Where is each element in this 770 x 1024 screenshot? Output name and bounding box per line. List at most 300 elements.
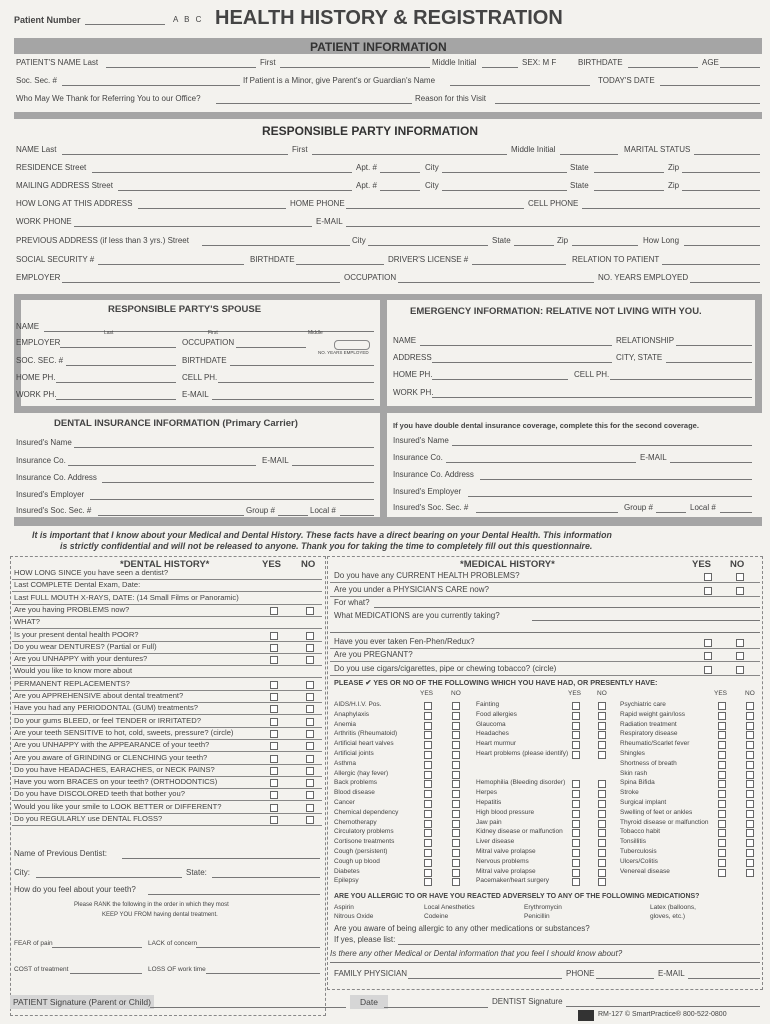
- condition-yes-checkbox[interactable]: [572, 820, 580, 828]
- resp-name-label: NAME Last: [16, 145, 57, 154]
- med-aware: Are you aware of being allergic to any other medications or substances?: [334, 924, 590, 933]
- patient-minor-field[interactable]: [450, 85, 590, 86]
- dental-feel-field[interactable]: [148, 894, 320, 895]
- condition-yes-checkbox[interactable]: [572, 839, 580, 847]
- ins-co-field[interactable]: [68, 465, 256, 466]
- spouse-cell-field[interactable]: [218, 382, 374, 383]
- dental-yes-checkbox[interactable]: [270, 779, 278, 787]
- condition-label: Spina Bifida: [620, 779, 655, 787]
- medical-yes-checkbox[interactable]: [704, 666, 712, 674]
- resp-marital-field[interactable]: [694, 154, 760, 155]
- sec-addr-field[interactable]: [480, 479, 752, 480]
- condition-yes-checkbox[interactable]: [424, 820, 432, 828]
- spouse-birth-field[interactable]: [230, 365, 374, 366]
- condition-yes-checkbox[interactable]: [718, 820, 726, 828]
- condition-yes-checkbox[interactable]: [718, 722, 726, 730]
- condition-no-checkbox[interactable]: [598, 702, 606, 710]
- dental-yes-checkbox[interactable]: [270, 607, 278, 615]
- resp-occupation-field[interactable]: [398, 282, 594, 283]
- resp-prev-field[interactable]: [202, 245, 350, 246]
- dental-yes-checkbox[interactable]: [270, 656, 278, 664]
- dental-city-field[interactable]: [36, 877, 182, 878]
- emergency-address-label: ADDRESS: [393, 353, 432, 362]
- patient-number-line[interactable]: [85, 24, 165, 25]
- ins-email-field[interactable]: [292, 465, 374, 466]
- condition-yes-checkbox[interactable]: [572, 741, 580, 749]
- sec-employer-field[interactable]: [468, 496, 752, 497]
- condition-no-checkbox[interactable]: [452, 829, 460, 837]
- dental-yes-header: YES: [262, 559, 282, 570]
- dental-yes-checkbox[interactable]: [270, 644, 278, 652]
- dental-no-checkbox[interactable]: [306, 779, 314, 787]
- resp-prev-city-field[interactable]: [368, 245, 488, 246]
- condition-yes-checkbox[interactable]: [718, 780, 726, 788]
- condition-yes-checkbox[interactable]: [424, 829, 432, 837]
- condition-no-checkbox[interactable]: [746, 771, 754, 779]
- med-family-field[interactable]: [408, 978, 562, 979]
- condition-yes-checkbox[interactable]: [424, 869, 432, 877]
- condition-no-checkbox[interactable]: [746, 869, 754, 877]
- condition-no-checkbox[interactable]: [746, 790, 754, 798]
- condition-no-checkbox[interactable]: [746, 780, 754, 788]
- dental-row-line: [12, 616, 322, 617]
- resp-city-field[interactable]: [442, 172, 567, 173]
- resp-zip2-label: Zip: [668, 181, 680, 190]
- sec-addr-label: Insurance Co. Address: [393, 470, 474, 479]
- medical-yes-header: YES: [692, 559, 712, 570]
- emergency-name-field[interactable]: [420, 345, 612, 346]
- spouse-home-field[interactable]: [56, 382, 176, 383]
- condition-yes-checkbox[interactable]: [424, 780, 432, 788]
- dental-yes-checkbox[interactable]: [270, 730, 278, 738]
- condition-no-checkbox[interactable]: [598, 712, 606, 720]
- date-field[interactable]: [384, 1007, 488, 1008]
- emergency-relationship-field[interactable]: [676, 345, 752, 346]
- ins-group-field[interactable]: [278, 515, 308, 516]
- condition-no-checkbox[interactable]: [746, 761, 754, 769]
- condition-yes-checkbox[interactable]: [424, 771, 432, 779]
- condition-yes-checkbox[interactable]: [424, 839, 432, 847]
- emergency-work-field[interactable]: [432, 397, 752, 398]
- condition-yes-checkbox[interactable]: [424, 731, 432, 739]
- dental-no-checkbox[interactable]: [306, 816, 314, 824]
- condition-yes-checkbox[interactable]: [424, 761, 432, 769]
- condition-no-checkbox[interactable]: [598, 878, 606, 886]
- condition-no-checkbox[interactable]: [746, 839, 754, 847]
- resp-drivers-field[interactable]: [472, 264, 566, 265]
- condition-yes-checkbox[interactable]: [424, 849, 432, 857]
- ins-local-field[interactable]: [340, 515, 374, 516]
- dental-no-checkbox[interactable]: [306, 730, 314, 738]
- med-q4-blank[interactable]: [330, 632, 760, 633]
- condition-yes-checkbox[interactable]: [572, 859, 580, 867]
- medical-no-checkbox[interactable]: [736, 639, 744, 647]
- condition-no-checkbox[interactable]: [598, 780, 606, 788]
- condition-no-checkbox[interactable]: [598, 722, 606, 730]
- emergency-name-label: NAME: [393, 336, 417, 345]
- condition-no-checkbox[interactable]: [746, 751, 754, 759]
- condition-label: Nervous problems: [476, 857, 529, 865]
- dental-question: Do you have DISCOLORED teeth that bother you?: [14, 789, 185, 799]
- dental-cost-field[interactable]: [70, 973, 142, 974]
- condition-no-checkbox[interactable]: [598, 849, 606, 857]
- condition-no-checkbox[interactable]: [452, 878, 460, 886]
- condition-yes-checkbox[interactable]: [718, 751, 726, 759]
- condition-yes-checkbox[interactable]: [718, 702, 726, 710]
- condition-no-checkbox[interactable]: [746, 859, 754, 867]
- resp-last-field[interactable]: [62, 154, 288, 155]
- condition-yes-checkbox[interactable]: [718, 859, 726, 867]
- resp-first-field[interactable]: [312, 154, 507, 155]
- medical-yes-checkbox[interactable]: [704, 573, 712, 581]
- condition-yes-checkbox[interactable]: [718, 849, 726, 857]
- spouse-occupation-field[interactable]: [236, 347, 306, 348]
- condition-no-checkbox[interactable]: [746, 741, 754, 749]
- condition-no-checkbox[interactable]: [598, 751, 606, 759]
- condition-label: Tobacco habit: [620, 828, 661, 836]
- resp-occupation-label: OCCUPATION: [344, 273, 397, 282]
- resp-cell-field[interactable]: [582, 208, 760, 209]
- dental-no-checkbox[interactable]: [306, 791, 314, 799]
- condition-no-checkbox[interactable]: [746, 722, 754, 730]
- sec-co-field[interactable]: [446, 462, 636, 463]
- condition-label: Glaucoma: [476, 720, 506, 728]
- dental-question: Do you REGULARLY use DENTAL FLOSS?: [14, 814, 163, 823]
- resp-state2-field[interactable]: [594, 190, 664, 191]
- condition-no-checkbox[interactable]: [746, 810, 754, 818]
- dentist-signature-field[interactable]: [566, 1006, 760, 1007]
- condition-yes-checkbox[interactable]: [424, 741, 432, 749]
- resp-cell-label: CELL PHONE: [528, 199, 579, 208]
- resp-homephone-field[interactable]: [346, 208, 524, 209]
- condition-no-checkbox[interactable]: [452, 780, 460, 788]
- resp-ssn-field[interactable]: [98, 264, 244, 265]
- patient-soc-field[interactable]: [62, 85, 240, 86]
- resp-state-field[interactable]: [594, 172, 664, 173]
- condition-label: Rapid weight gain/loss: [620, 710, 686, 718]
- condition-yes-checkbox[interactable]: [718, 790, 726, 798]
- condition-yes-checkbox[interactable]: [424, 790, 432, 798]
- patient-middle-label: Middle Initial: [432, 58, 477, 67]
- med-codeine: Codeine: [424, 913, 449, 920]
- med-q3-field[interactable]: [374, 607, 760, 608]
- condition-no-checkbox[interactable]: [598, 790, 606, 798]
- dental-no-checkbox[interactable]: [306, 607, 314, 615]
- spouse-sub-middle: Middle: [308, 330, 323, 336]
- condition-no-checkbox[interactable]: [746, 800, 754, 808]
- condition-no-checkbox[interactable]: [452, 722, 460, 730]
- patient-last-field[interactable]: [106, 67, 256, 68]
- dental-no-checkbox[interactable]: [306, 742, 314, 750]
- condition-no-checkbox[interactable]: [452, 790, 460, 798]
- condition-label: Arthritis (Rheumatoid): [334, 730, 398, 738]
- patient-age-field[interactable]: [720, 67, 760, 68]
- condition-no-checkbox[interactable]: [598, 800, 606, 808]
- condition-no-checkbox[interactable]: [598, 810, 606, 818]
- resp-years-label: NO. YEARS EMPLOYED: [598, 273, 689, 282]
- resp-years-field[interactable]: [690, 282, 760, 283]
- condition-yes-checkbox[interactable]: [718, 712, 726, 720]
- resp-relation-label: RELATION TO PATIENT: [572, 255, 660, 264]
- condition-label: Cough up blood: [334, 857, 380, 865]
- resp-prev-state-field[interactable]: [514, 245, 554, 246]
- spouse-employer-label: EMPLOYER: [16, 338, 61, 347]
- resp-prev-label: PREVIOUS ADDRESS (if less than 3 yrs.) Street: [16, 236, 189, 245]
- condition-yes-checkbox[interactable]: [718, 810, 726, 818]
- condition-yes-checkbox[interactable]: [572, 790, 580, 798]
- resp-relation-field[interactable]: [662, 264, 760, 265]
- condition-no-checkbox[interactable]: [452, 869, 460, 877]
- dental-no-checkbox[interactable]: [306, 804, 314, 812]
- condition-no-checkbox[interactable]: [452, 810, 460, 818]
- dental-yes-checkbox[interactable]: [270, 681, 278, 689]
- medical-no-checkbox[interactable]: [736, 652, 744, 660]
- spouse-employer-field[interactable]: [60, 347, 176, 348]
- condition-yes-checkbox[interactable]: [572, 780, 580, 788]
- dental-question: Do you have HEADACHES, EARACHES, or NECK PAINS?: [14, 764, 215, 774]
- dental-lack-field[interactable]: [196, 947, 320, 948]
- sec-email-field[interactable]: [670, 462, 752, 463]
- condition-label: Diabetes: [334, 867, 360, 875]
- condition-yes-checkbox[interactable]: [718, 771, 726, 779]
- condition-no-checkbox[interactable]: [452, 761, 460, 769]
- condition-yes-checkbox[interactable]: [572, 849, 580, 857]
- patient-birthdate-field[interactable]: [628, 67, 698, 68]
- medical-yes-checkbox[interactable]: [704, 587, 712, 595]
- resp-work-field[interactable]: [74, 226, 312, 227]
- patient-first-field[interactable]: [280, 67, 430, 68]
- condition-label: Artificial joints: [334, 750, 374, 757]
- condition-yes-checkbox[interactable]: [424, 800, 432, 808]
- condition-yes-checkbox[interactable]: [718, 839, 726, 847]
- condition-yes-checkbox[interactable]: [572, 878, 580, 886]
- resp-howlong-field[interactable]: [138, 208, 286, 209]
- condition-no-checkbox[interactable]: [598, 839, 606, 847]
- condition-no-checkbox[interactable]: [452, 712, 460, 720]
- sec-group-field[interactable]: [656, 512, 686, 513]
- condition-label: Psychiatric care: [620, 701, 666, 708]
- condition-no-checkbox[interactable]: [746, 829, 754, 837]
- condition-no-checkbox[interactable]: [452, 859, 460, 867]
- condition-label: Anaphylaxis: [334, 710, 370, 718]
- condition-yes-checkbox[interactable]: [424, 810, 432, 818]
- condition-label: Asthma: [334, 759, 357, 767]
- med-q2: Are you under a PHYSICIAN'S CARE now?: [334, 585, 489, 594]
- med-ifyes-field[interactable]: [398, 944, 760, 945]
- condition-yes-checkbox[interactable]: [718, 800, 726, 808]
- condition-no-checkbox[interactable]: [598, 741, 606, 749]
- emergency-cell-field[interactable]: [610, 379, 752, 380]
- dental-fear-field[interactable]: [52, 947, 142, 948]
- medical-no-checkbox[interactable]: [736, 573, 744, 581]
- condition-no-checkbox[interactable]: [746, 702, 754, 710]
- dental-yes-checkbox[interactable]: [270, 632, 278, 640]
- resp-prev-howlong-field[interactable]: [684, 245, 760, 246]
- resp-email-field[interactable]: [346, 226, 760, 227]
- dental-yes-checkbox[interactable]: [270, 742, 278, 750]
- patient-middle-field[interactable]: [482, 67, 518, 68]
- condition-yes-checkbox[interactable]: [572, 810, 580, 818]
- ins-soc-field[interactable]: [98, 515, 244, 516]
- dental-state-field[interactable]: [212, 877, 320, 878]
- resp-apt2-field[interactable]: [380, 190, 420, 191]
- medical-yes-checkbox[interactable]: [704, 639, 712, 647]
- condition-no-checkbox[interactable]: [452, 741, 460, 749]
- dental-yes-checkbox[interactable]: [270, 791, 278, 799]
- med-q4-field[interactable]: [532, 620, 760, 621]
- condition-no-checkbox[interactable]: [452, 702, 460, 710]
- spouse-work-field[interactable]: [56, 399, 176, 400]
- resp-city2-label: City: [425, 181, 439, 190]
- condition-yes-checkbox[interactable]: [572, 751, 580, 759]
- med-q7-line: [330, 675, 760, 676]
- dental-no-checkbox[interactable]: [306, 681, 314, 689]
- emergency-address-field[interactable]: [432, 362, 612, 363]
- condition-no-checkbox[interactable]: [452, 751, 460, 759]
- med-other-field[interactable]: [330, 962, 760, 963]
- condition-yes-checkbox[interactable]: [572, 731, 580, 739]
- dental-no-checkbox[interactable]: [306, 718, 314, 726]
- condition-yes-checkbox[interactable]: [424, 751, 432, 759]
- spouse-years-field[interactable]: [334, 340, 370, 350]
- dental-no-checkbox[interactable]: [306, 632, 314, 640]
- patient-signature-field[interactable]: [150, 1007, 346, 1008]
- patient-reason-field[interactable]: [495, 103, 760, 104]
- condition-no-checkbox[interactable]: [746, 849, 754, 857]
- medical-yes-checkbox[interactable]: [704, 652, 712, 660]
- dental-prev-field[interactable]: [122, 858, 320, 859]
- condition-yes-checkbox[interactable]: [718, 731, 726, 739]
- condition-label: Chemotherapy: [334, 818, 377, 826]
- sec-name-field[interactable]: [452, 445, 752, 446]
- condition-yes-checkbox[interactable]: [572, 800, 580, 808]
- dental-yes-checkbox[interactable]: [270, 767, 278, 775]
- condition-yes-checkbox[interactable]: [572, 702, 580, 710]
- dental-no-checkbox[interactable]: [306, 767, 314, 775]
- condition-yes-checkbox[interactable]: [572, 712, 580, 720]
- dental-no-checkbox[interactable]: [306, 656, 314, 664]
- dental-no-checkbox[interactable]: [306, 693, 314, 701]
- spouse-name-label: NAME: [16, 322, 40, 331]
- condition-no-checkbox[interactable]: [598, 869, 606, 877]
- condition-yes-checkbox[interactable]: [718, 741, 726, 749]
- dental-yes-checkbox[interactable]: [270, 755, 278, 763]
- dental-rank-2: KEEP YOU FROM having dental treatment.: [102, 912, 218, 918]
- condition-no-checkbox[interactable]: [452, 839, 460, 847]
- patient-referral-label: Who May We Thank for Referring You to our Office?: [16, 94, 201, 103]
- condition-no-checkbox[interactable]: [746, 731, 754, 739]
- condition-yes-checkbox[interactable]: [572, 869, 580, 877]
- resp-middle-field[interactable]: [560, 154, 618, 155]
- condition-yes-checkbox[interactable]: [424, 859, 432, 867]
- medical-no-checkbox[interactable]: [736, 587, 744, 595]
- condition-yes-checkbox[interactable]: [572, 829, 580, 837]
- dental-prev-label: Name of Previous Dentist:: [14, 849, 107, 858]
- med-email-field[interactable]: [688, 978, 760, 979]
- resp-homephone-label: HOME PHONE: [290, 199, 345, 208]
- grid-yes-header: YES: [714, 690, 728, 697]
- condition-no-checkbox[interactable]: [452, 820, 460, 828]
- condition-yes-checkbox[interactable]: [718, 829, 726, 837]
- spouse-email-label: E-MAIL: [182, 390, 209, 399]
- med-erythro: Erythromycin: [524, 904, 562, 911]
- dental-state-label: State:: [186, 868, 207, 877]
- dental-no-checkbox[interactable]: [306, 705, 314, 713]
- condition-yes-checkbox[interactable]: [424, 702, 432, 710]
- patient-today-field[interactable]: [660, 85, 760, 86]
- spouse-soc-label: SOC. SEC. #: [16, 356, 64, 365]
- condition-label: Allergic (hay fever): [334, 769, 389, 777]
- ins-addr-label: Insurance Co. Address: [16, 473, 97, 482]
- condition-yes-checkbox[interactable]: [718, 761, 726, 769]
- condition-no-checkbox[interactable]: [452, 731, 460, 739]
- ins-addr-field[interactable]: [102, 482, 374, 483]
- condition-no-checkbox[interactable]: [452, 800, 460, 808]
- condition-no-checkbox[interactable]: [598, 731, 606, 739]
- condition-yes-checkbox[interactable]: [718, 869, 726, 877]
- med-phone-field[interactable]: [596, 978, 654, 979]
- resp-birth-field[interactable]: [296, 264, 384, 265]
- ins-employer-field[interactable]: [90, 499, 374, 500]
- emergency-home-field[interactable]: [432, 379, 568, 380]
- condition-no-checkbox[interactable]: [452, 771, 460, 779]
- condition-no-checkbox[interactable]: [746, 820, 754, 828]
- dental-yes-checkbox[interactable]: [270, 693, 278, 701]
- resp-apt-field[interactable]: [380, 172, 420, 173]
- condition-no-checkbox[interactable]: [598, 829, 606, 837]
- spouse-sub-last: Last: [104, 330, 114, 336]
- resp-residence-field[interactable]: [92, 172, 352, 173]
- dental-yes-checkbox[interactable]: [270, 816, 278, 824]
- sec-local-field[interactable]: [720, 512, 752, 513]
- condition-no-checkbox[interactable]: [598, 820, 606, 828]
- ins-name-field[interactable]: [74, 447, 374, 448]
- dental-yes-checkbox[interactable]: [270, 705, 278, 713]
- resp-zip-field[interactable]: [682, 172, 760, 173]
- dental-no-checkbox[interactable]: [306, 644, 314, 652]
- medical-no-checkbox[interactable]: [736, 666, 744, 674]
- condition-yes-checkbox[interactable]: [424, 712, 432, 720]
- condition-yes-checkbox[interactable]: [424, 722, 432, 730]
- responsible-band-top: [14, 112, 762, 119]
- patient-first-label: First: [260, 58, 276, 67]
- med-gloves: gloves, etc.): [650, 913, 686, 920]
- dental-yes-checkbox[interactable]: [270, 804, 278, 812]
- spouse-band-right: [755, 294, 762, 412]
- emergency-citystate-field[interactable]: [666, 362, 752, 363]
- condition-no-checkbox[interactable]: [598, 859, 606, 867]
- resp-city2-field[interactable]: [442, 190, 567, 191]
- resp-prev-city-label: City: [352, 236, 366, 245]
- spouse-email-field[interactable]: [212, 399, 374, 400]
- condition-label: Cortisone treatments: [334, 838, 395, 846]
- condition-no-checkbox[interactable]: [452, 849, 460, 857]
- condition-yes-checkbox[interactable]: [572, 722, 580, 730]
- resp-zip2-field[interactable]: [682, 190, 760, 191]
- condition-yes-checkbox[interactable]: [424, 878, 432, 886]
- resp-mailing-field[interactable]: [118, 190, 352, 191]
- sec-soc-field[interactable]: [476, 512, 618, 513]
- dental-no-checkbox[interactable]: [306, 755, 314, 763]
- resp-prev-zip-field[interactable]: [572, 245, 638, 246]
- condition-no-checkbox[interactable]: [746, 712, 754, 720]
- dental-loss-field[interactable]: [206, 973, 320, 974]
- spouse-occupation-label: OCCUPATION: [182, 338, 235, 347]
- dental-yes-checkbox[interactable]: [270, 718, 278, 726]
- spouse-soc-field[interactable]: [66, 365, 176, 366]
- resp-employer-field[interactable]: [62, 282, 340, 283]
- patient-referral-field[interactable]: [216, 103, 412, 104]
